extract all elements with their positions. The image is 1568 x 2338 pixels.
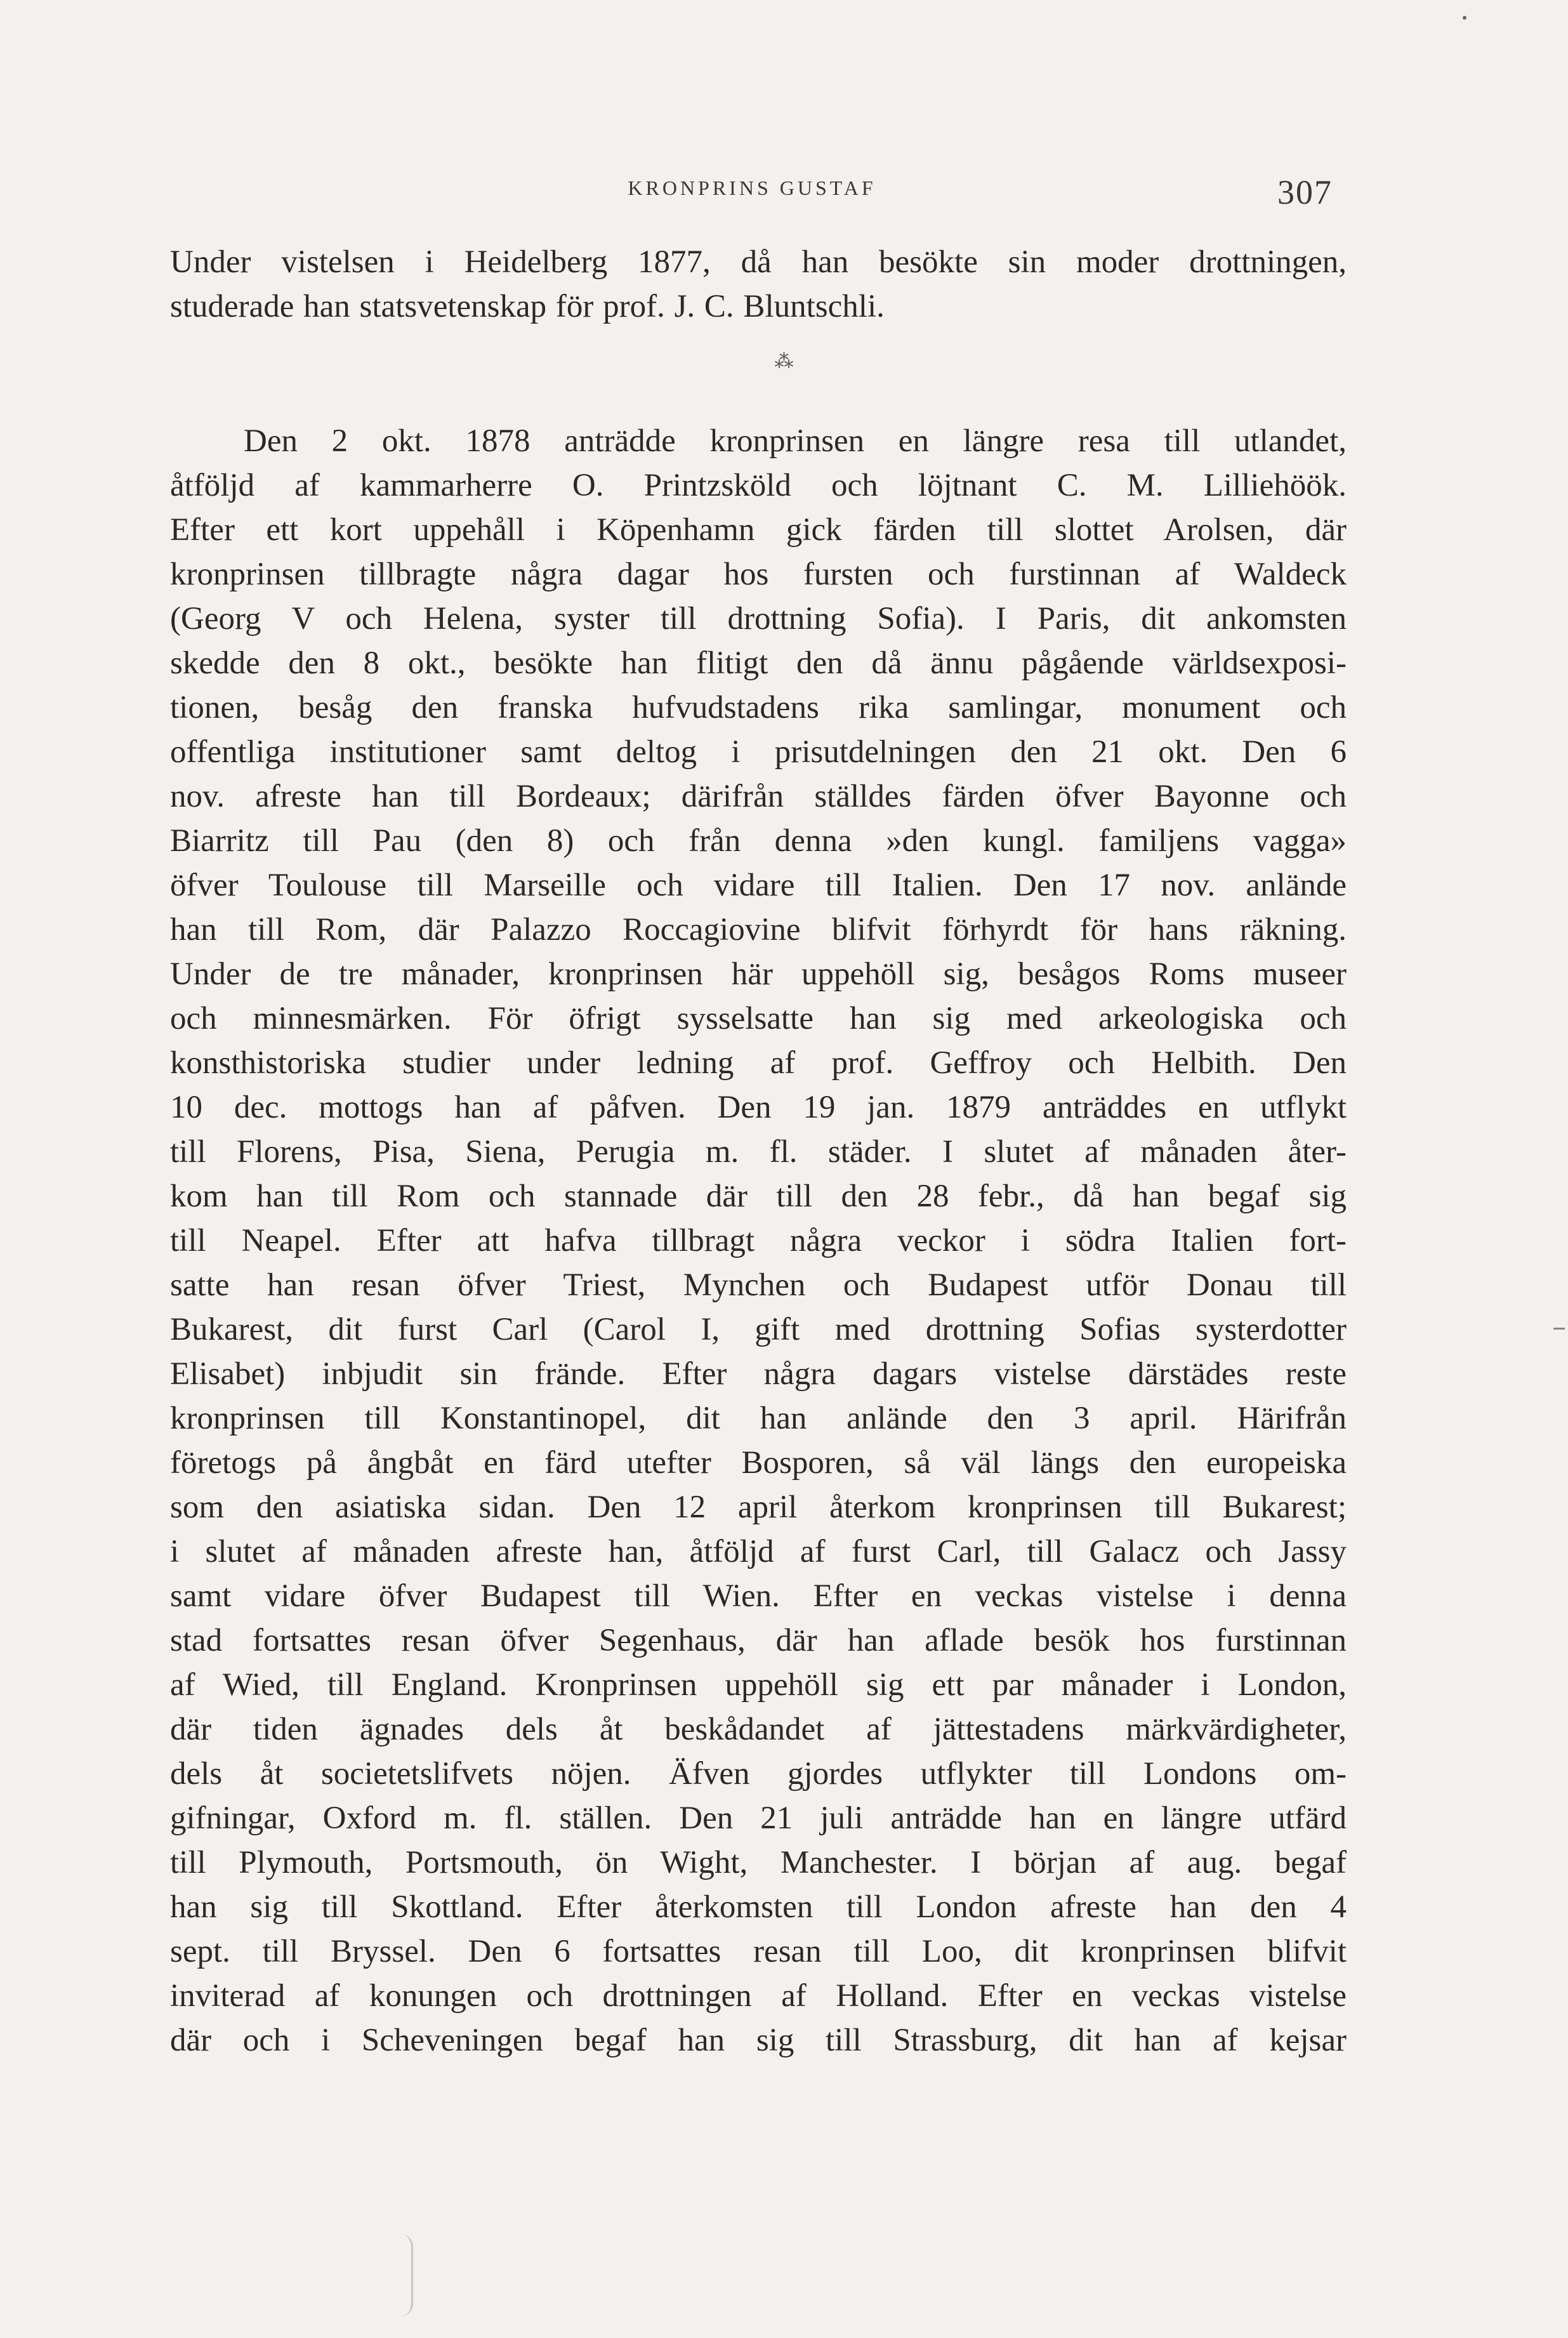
text-line: samt vidare öfver Budapest till Wien. Efter en veckas vistelse i denna <box>170 1578 1347 1614</box>
text-line: som den asiatiska sidan. Den 12 april återkom kronprinsen till Bukarest; <box>170 1489 1347 1525</box>
text-line: och minnesmärken. För öfrigt sysselsatte han sig med arkeologiska och <box>170 1001 1347 1036</box>
text-line: konsthistoriska studier under ledning af prof. Geffroy och Helbith. Den <box>170 1045 1347 1081</box>
margin-mark <box>1553 1328 1565 1330</box>
text-line: Biarritz till Pau (den 8) och från denna »den kungl. familjens vagga» <box>170 823 1347 859</box>
paper-speck <box>1463 16 1466 20</box>
text-line: Bukarest, dit furst Carl (Carol I, gift med drottning Sofias systerdotter <box>170 1312 1347 1347</box>
text-line: till Neapel. Efter att hafva tillbragt några veckor i södra Italien fort- <box>170 1223 1347 1258</box>
text-line: Under vistelsen i Heidelberg 1877, då han besökte sin moder drottningen, <box>170 244 1347 280</box>
text-line: öfver Toulouse till Marseille och vidare till Italien. Den 17 nov. anlände <box>170 868 1347 903</box>
text-line: företogs på ångbåt en färd utefter Bosporen, så väl längs den europeiska <box>170 1445 1347 1481</box>
text-line: han till Rom, där Palazzo Roccagiovine blifvit förhyrdt för hans räkning. <box>170 912 1347 948</box>
text-line: kronprinsen tillbragte några dagar hos fursten och furstinnan af Waldeck <box>170 557 1347 592</box>
running-head: KRONPRINS GUSTAF <box>628 176 876 199</box>
text-line: till Florens, Pisa, Siena, Perugia m. fl. städer. I slutet af månaden åter- <box>170 1134 1347 1170</box>
text-line: han sig till Skottland. Efter återkomsten till London afreste han den 4 <box>170 1889 1347 1925</box>
section-separator: ⁂ <box>774 351 794 372</box>
text-line: skedde den 8 okt., besökte han flitigt den då ännu pågående världsexposi- <box>170 645 1347 681</box>
text-line: Elisabet) inbjudit sin frände. Efter några dagars vistelse därstädes reste <box>170 1356 1347 1392</box>
page-number: 307 <box>1277 173 1333 211</box>
text-line: af Wied, till England. Kronprinsen uppehöll sig ett par månader i London, <box>170 1667 1347 1703</box>
main-paragraph <box>170 419 1347 2063</box>
text-line: offentliga institutioner samt deltog i prisutdelningen den 21 okt. Den 6 <box>170 734 1347 770</box>
text-line: i slutet af månaden afreste han, åtföljd af furst Carl, till Galacz och Jassy <box>170 1534 1347 1569</box>
text-line: kronprinsen till Konstantinopel, dit han anlände den 3 april. Härifrån <box>170 1401 1347 1436</box>
text-line: 10 dec. mottogs han af påfven. Den 19 jan. 1879 anträddes en utflykt <box>170 1090 1347 1125</box>
text-line: till Plymouth, Portsmouth, ön Wight, Manchester. I början af aug. begaf <box>170 1845 1347 1880</box>
binding-shadow <box>399 2234 413 2316</box>
text-line: åtföljd af kammarherre O. Printzsköld och löjtnant C. M. Lilliehöök. <box>170 468 1347 503</box>
text-line: tionen, besåg den franska hufvudstadens rika samlingar, monument och <box>170 690 1347 725</box>
page-header <box>171 173 1333 211</box>
text-line: inviterad af konungen och drottningen af Holland. Efter en veckas vistelse <box>170 1978 1347 2014</box>
text-line: Efter ett kort uppehåll i Köpenhamn gick färden till slottet Arolsen, där <box>170 512 1347 548</box>
text-line: nov. afreste han till Bordeaux; därifrån ställdes färden öfver Bayonne och <box>170 779 1347 814</box>
text-line: (Georg V och Helena, syster till drottning Sofia). I Paris, dit ankomsten <box>170 601 1347 637</box>
text-line: dels åt societetslifvets nöjen. Äfven gjordes utflykter till Londons om- <box>170 1756 1347 1792</box>
text-line: stad fortsattes resan öfver Segenhaus, där han aflade besök hos furstinnan <box>170 1623 1347 1658</box>
text-line: där och i Scheveningen begaf han sig till Strassburg, dit han af kejsar <box>170 2023 1347 2058</box>
text-line: Under de tre månader, kronprinsen här uppehöll sig, besågos Roms museer <box>170 956 1347 992</box>
text-line: där tiden ägnades dels åt beskådandet af jättestadens märkvärdigheter, <box>170 1712 1347 1747</box>
text-line: sept. till Bryssel. Den 6 fortsattes resan till Loo, dit kronprinsen blifvit <box>170 1934 1347 1969</box>
text-line: Den 2 okt. 1878 anträdde kronprinsen en längre resa till utlandet, <box>244 423 1347 459</box>
text-line: gifningar, Oxford m. fl. ställen. Den 21 juli anträdde han en längre utfärd <box>170 1800 1347 1836</box>
text-line: satte han resan öfver Triest, Mynchen och Budapest utför Donau till <box>170 1267 1347 1303</box>
text-line: studerade han statsvetenskap för prof. J. C. Bluntschli. <box>170 289 885 324</box>
text-line: kom han till Rom och stannade där till den 28 febr., då han begaf sig <box>170 1179 1347 1214</box>
intro-paragraph <box>170 240 1347 329</box>
